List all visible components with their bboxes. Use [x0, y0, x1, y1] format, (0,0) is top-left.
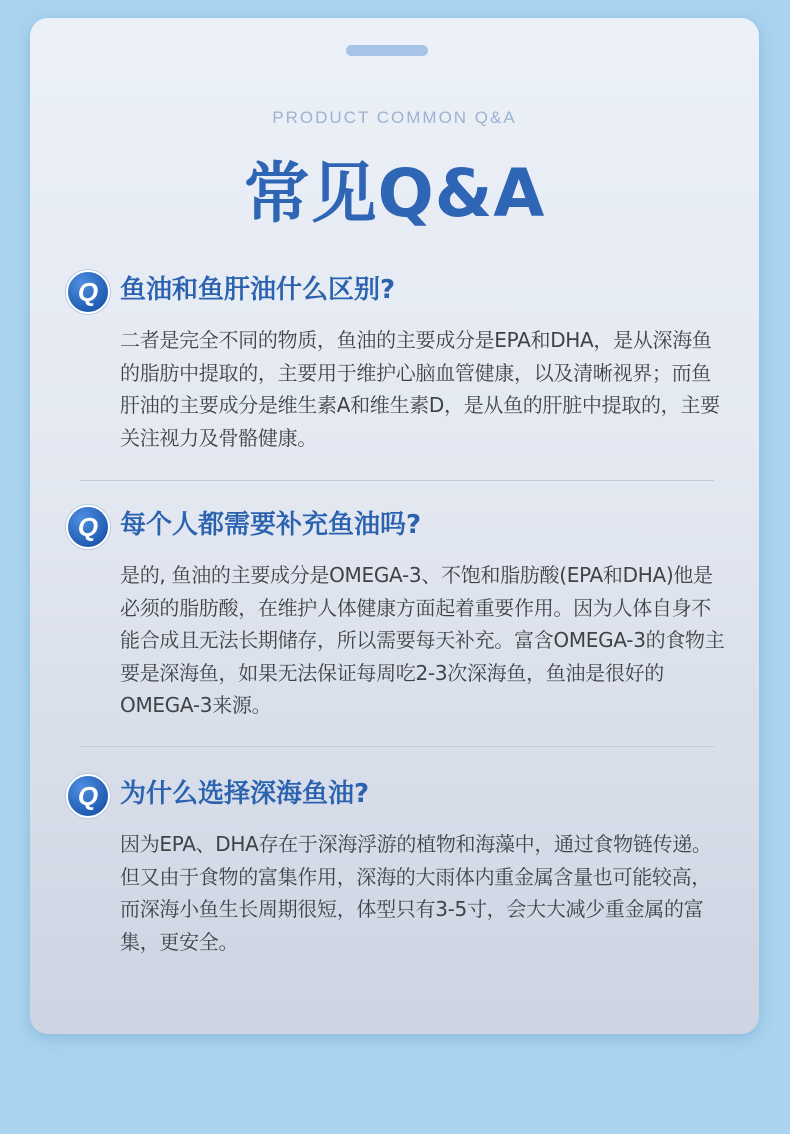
- q-icon: Q: [66, 774, 110, 818]
- question-text: 每个人都需要补充鱼油吗?: [120, 510, 422, 540]
- question-text: 鱼油和鱼肝油什么区别?: [120, 275, 396, 305]
- card-handle: [346, 45, 428, 56]
- q-icon: Q: [66, 270, 110, 314]
- question-row: [66, 772, 726, 816]
- qa-item-1: [66, 268, 726, 454]
- answer-text: 是的, 鱼油的主要成分是OMEGA-3、不饱和脂肪酸(EPA和DHA)他是必须的脂肪酸，在维护人体健康方面起着重要作用。因为人体自身不能合成且无法长期储存，所以需要每天补充。富含OMEGA-3的食物主要是深海鱼，如果无法保证每周吃2-3次深海鱼，鱼油是很好的OMEGA-3来源。: [120, 563, 725, 717]
- qa-card: [30, 18, 759, 1034]
- question-row: [66, 268, 726, 312]
- divider: [80, 480, 714, 481]
- question-text: 为什么选择深海鱼油?: [120, 779, 370, 809]
- page-subtitle: PRODUCT COMMON Q&A: [272, 108, 517, 127]
- qa-item-2: [66, 503, 726, 722]
- qa-item-3: [66, 772, 726, 958]
- answer-text: 二者是完全不同的物质，鱼油的主要成分是EPA和DHA，是从深海鱼的脂肪中提取的，主要用于维护心脑血管健康，以及清晰视界；而鱼肝油的主要成分是维生素A和维生素D，是从鱼的肝脏中提取的，主要关注视力及骨骼健康。: [120, 328, 720, 450]
- divider: [80, 746, 714, 747]
- answer-text: 因为EPA、DHA存在于深海浮游的植物和海藻中，通过食物链传递。但又由于食物的富集作用，深海的大雨体内重金属含量也可能较高，而深海小鱼生长周期很短，体型只有3-5寸，会大大减少重金属的富集，更安全。: [120, 832, 712, 954]
- page-title: 常见Q&A: [243, 155, 546, 232]
- q-icon: Q: [66, 505, 110, 549]
- question-row: [66, 503, 726, 547]
